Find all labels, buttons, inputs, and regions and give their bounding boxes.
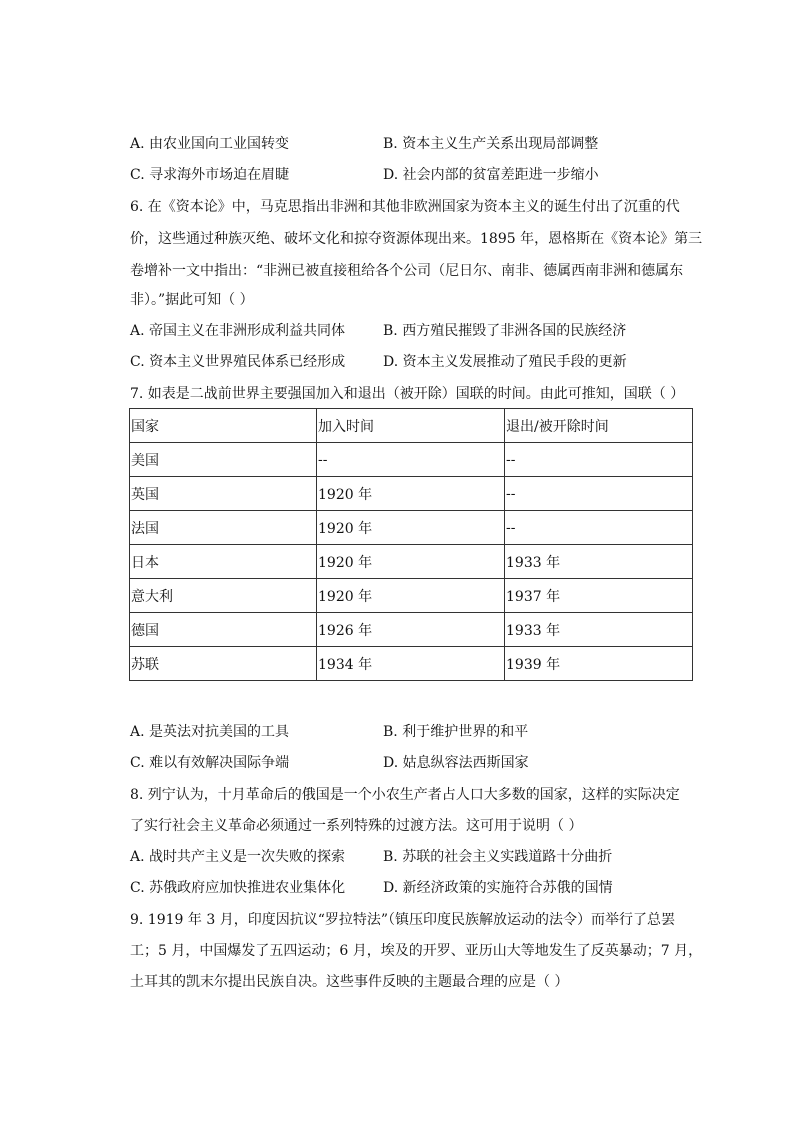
table-cell: 德国 (130, 613, 317, 647)
table-cell: 1926 年 (317, 613, 505, 647)
q8-option-c: C. 苏俄政府应加快推进农业集体化 (130, 880, 346, 896)
q5-option-d: D. 社会内部的贫富差距进一步缩小 (383, 167, 599, 183)
q9-stem-line-2: 工；5 月，中国爆发了五四运动；6 月，埃及的开罗、亚历山大等地发生了反英暴动；7 月， (130, 943, 703, 959)
table-cell: 日本 (130, 545, 317, 579)
table-cell: -- (505, 443, 693, 477)
table-cell: 1920 年 (317, 511, 505, 545)
q5-option-b: B. 资本主义生产关系出现局部调整 (383, 136, 599, 152)
table-cell: 美国 (130, 443, 317, 477)
q8-option-a: A. 战时共产主义是一次失败的探索 (130, 849, 346, 865)
q7-option-b: B. 利于维护世界的和平 (383, 724, 529, 740)
table-row (130, 511, 693, 545)
q9-stem-line-3: 土耳其的凯末尔提出民族自决。这些事件反映的主题最合理的应是（ ） (130, 974, 569, 990)
q6-option-d: D. 资本主义发展推动了殖民手段的更新 (383, 354, 627, 370)
table-cell: 1937 年 (505, 579, 693, 613)
q7-option-c: C. 难以有效解决国际争端 (130, 755, 290, 771)
q7-stem: 7. 如表是二战前世界主要强国加入和退出（被开除）国联的时间。由此可推知，国联（ ） (130, 386, 685, 402)
table-header-cell: 国家 (130, 409, 317, 443)
q6-stem-line-1: 6. 在《资本论》中，马克思指出非洲和其他非欧洲国家为资本主义的诞生付出了沉重的代 (130, 199, 680, 215)
q6-stem-line-4: 非）。”据此可知（ ） (130, 292, 254, 308)
league-membership-table (129, 408, 693, 681)
table-cell: -- (505, 511, 693, 545)
table-row (130, 613, 693, 647)
q7-option-a: A. 是英法对抗美国的工具 (130, 724, 290, 740)
table-row (130, 545, 693, 579)
q8-option-d: D. 新经济政策的实施符合苏俄的国情 (383, 880, 613, 896)
table-cell: 1939 年 (505, 647, 693, 681)
q6-option-b: B. 西方殖民摧毁了非洲各国的民族经济 (383, 323, 627, 339)
q8-option-b: B. 苏联的社会主义实践道路十分曲折 (383, 849, 613, 865)
table-cell: 1920 年 (317, 477, 505, 511)
table-cell: 1920 年 (317, 545, 505, 579)
q6-stem-line-3: 卷增补一文中指出：“非洲已被直接租给各个公司（尼日尔、南非、德属西南非洲和德属东 (130, 263, 684, 279)
table-row (130, 477, 693, 511)
table-cell: 1934 年 (317, 647, 505, 681)
table-cell: -- (505, 477, 693, 511)
q9-stem-line-1: 9. 1919 年 3 月，印度因抗议“罗拉特法”（镇压印度民族解放运动的法令）而举行了总罢 (130, 912, 676, 928)
table-row (130, 647, 693, 681)
q5-option-c: C. 寻求海外市场迫在眉睫 (130, 167, 290, 183)
table-row (130, 443, 693, 477)
table-cell: 1933 年 (505, 613, 693, 647)
table-header-cell: 退出/被开除时间 (505, 409, 693, 443)
table-cell: 意大利 (130, 579, 317, 613)
table-cell: -- (317, 443, 505, 477)
q8-stem-line-1: 8. 列宁认为，十月革命后的俄国是一个小农生产者占人口大多数的国家，这样的实际决定 (130, 787, 680, 803)
table-cell: 法国 (130, 511, 317, 545)
table-cell: 1933 年 (505, 545, 693, 579)
q6-option-c: C. 资本主义世界殖民体系已经形成 (130, 354, 346, 370)
table-cell: 苏联 (130, 647, 317, 681)
table-cell: 1920 年 (317, 579, 505, 613)
q6-stem-line-2: 价，这些通过种族灭绝、破坏文化和掠夺资源体现出来。1895 年，恩格斯在《资本论》第三 (130, 231, 703, 247)
table-header-row (130, 409, 693, 443)
table-row (130, 579, 693, 613)
q6-option-a: A. 帝国主义在非洲形成利益共同体 (130, 323, 346, 339)
q7-option-d: D. 姑息纵容法西斯国家 (383, 755, 529, 771)
q5-option-a: A. 由农业国向工业国转变 (130, 136, 290, 152)
q8-stem-line-2: 了实行社会主义革命必须通过一系列特殊的过渡方法。这可用于说明（ ） (130, 818, 583, 834)
table-cell: 英国 (130, 477, 317, 511)
table-header-cell: 加入时间 (317, 409, 505, 443)
